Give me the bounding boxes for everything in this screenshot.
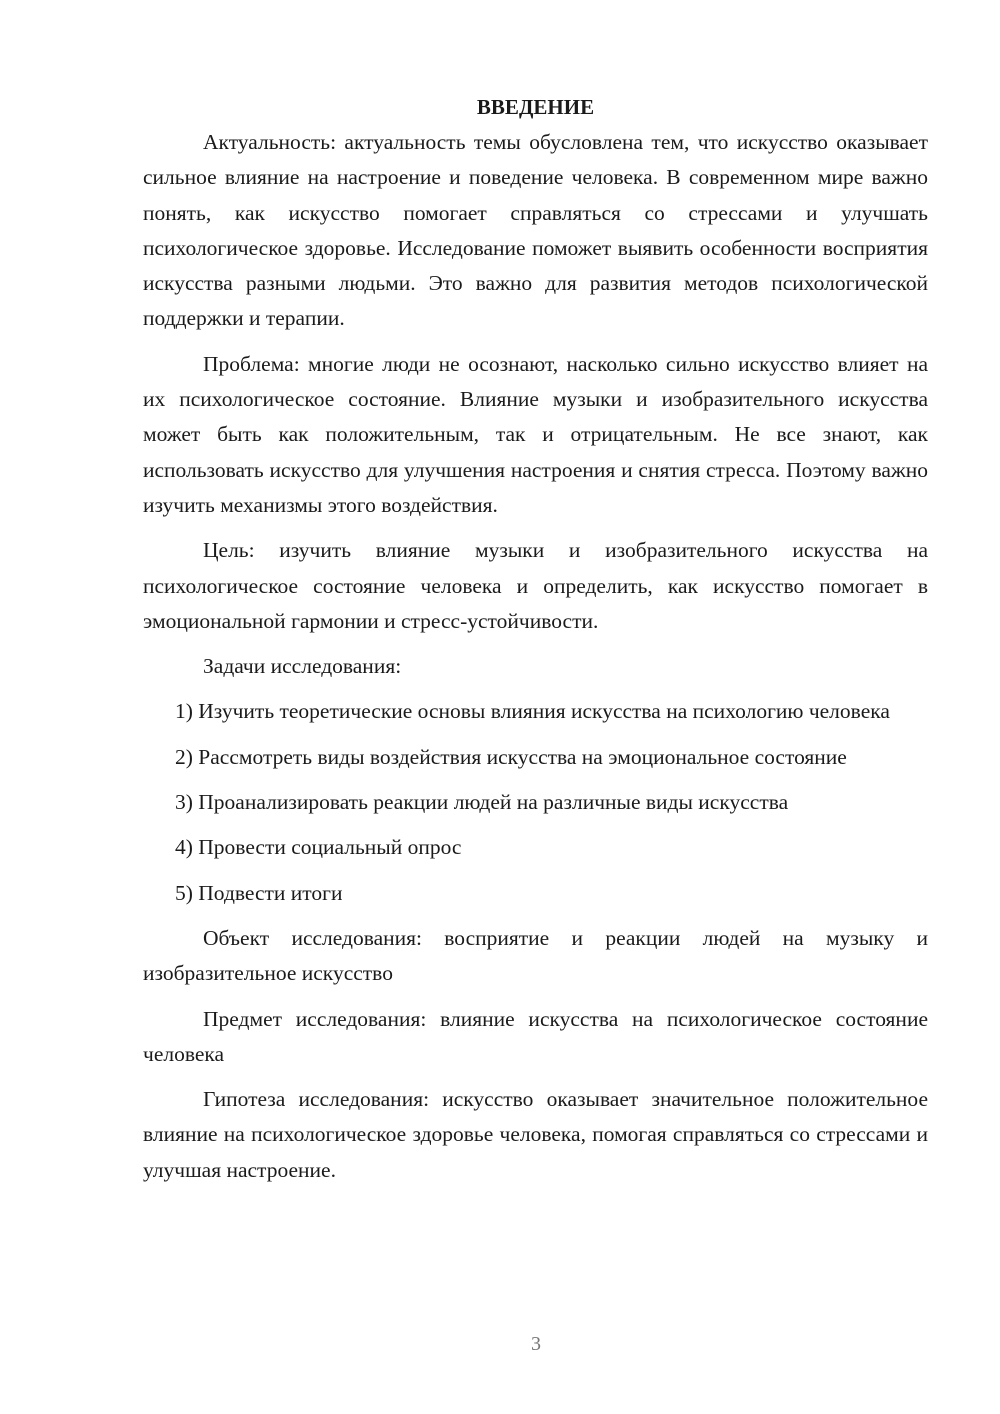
- document-page: [143, 90, 928, 1198]
- paragraph-goal: Цель: изучить влияние музыки и изобразительного искусства на психологическое состояние человека и определить, как искусство помогает в эмоциональной гармонии и стресс-устойчивости.: [143, 538, 928, 633]
- task-item: 4) Провести социальный опрос: [175, 835, 462, 860]
- paragraph-relevance: Актуальность: актуальность темы обусловлена тем, что искусство оказывает сильное влияние на настроение и поведение человека. В современном мире важно понять, как искусство помогает справляться со стрессами и улучшать психологическое здоровье. Исследование поможет выявить особенности восприятия искусства разными людьми. Это важно для развития методов психологической поддержки и терапии.: [143, 130, 928, 331]
- tasks-heading: Задачи исследования:: [203, 654, 402, 679]
- paragraph-problem: Проблема: многие люди не осознают, насколько сильно искусство влияет на их психологическое состояние. Влияние музыки и изобразительного искусства может быть как положительным, так и отрицательным. Не все знают, как использовать искусство для улучшения настроения и снятия стресса. Поэтому важно изучить механизмы этого воздействия.: [143, 351, 928, 517]
- page-number: 3: [531, 1333, 541, 1355]
- page-heading: ВВЕДЕНИЕ: [476, 95, 595, 119]
- task-item: 3) Проанализировать реакции людей на различные виды искусства: [175, 790, 789, 815]
- paragraph-subject: Предмет исследования: влияние искусства на психологическое состояние человека: [143, 1006, 928, 1066]
- task-item: 5) Подвести итоги: [175, 880, 343, 905]
- task-item: 1) Изучить теоретические основы влияния искусства на психологию человека: [175, 699, 890, 724]
- paragraph-object: Объект исследования: восприятие и реакции людей на музыку и изобразительное искусство: [143, 925, 928, 986]
- paragraph-hypothesis: Гипотеза исследования: искусство оказывает значительное положительное влияние на психологическое здоровье человека, помогая справляться со стрессами и улучшая настроение.: [143, 1087, 928, 1182]
- task-item: 2) Рассмотреть виды воздействия искусства на эмоциональное состояние: [175, 744, 847, 769]
